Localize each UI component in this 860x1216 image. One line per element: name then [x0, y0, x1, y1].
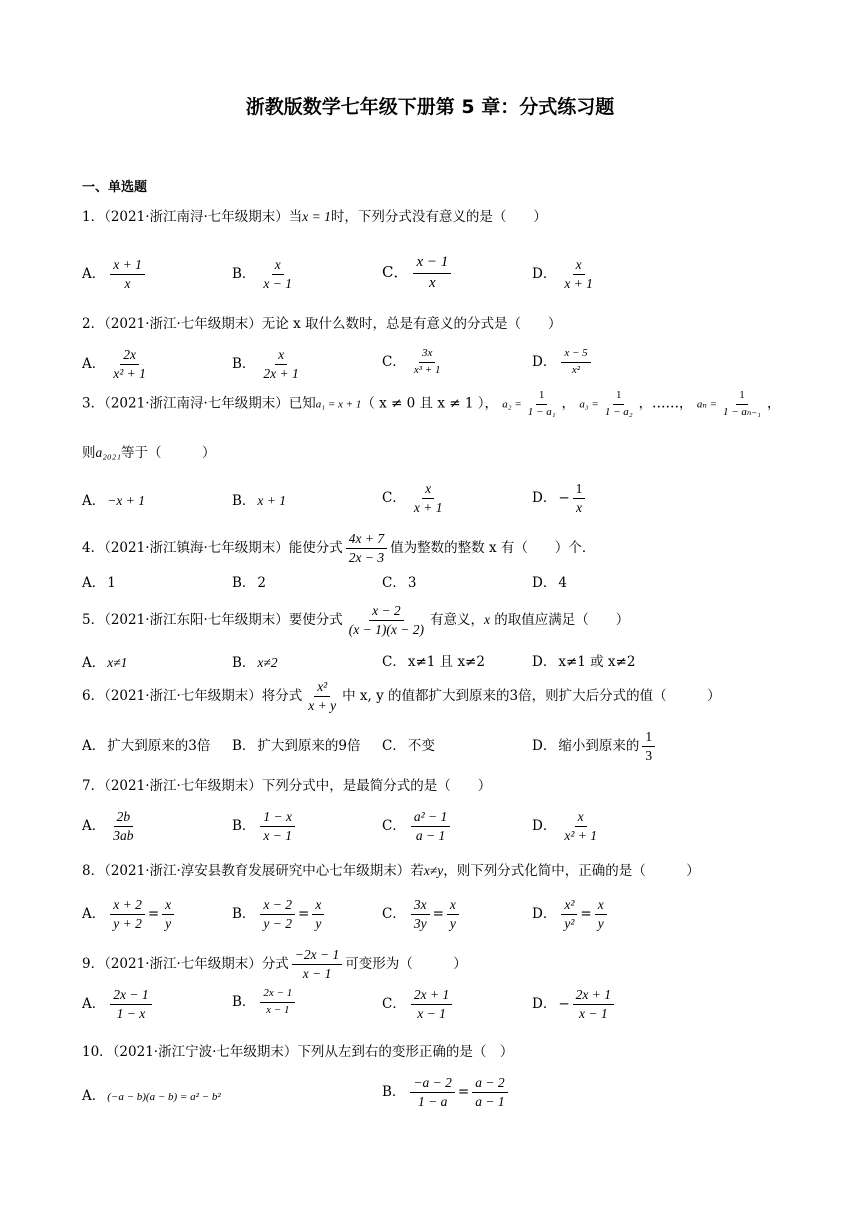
- denominator: a − 1: [415, 828, 446, 844]
- fraction: [411, 988, 452, 1021]
- numerator: x²: [314, 680, 330, 697]
- denominator: x: [124, 276, 131, 292]
- fraction: [602, 390, 636, 418]
- option-c: [382, 988, 455, 1021]
- fraction: [110, 348, 149, 381]
- numerator: x: [573, 258, 585, 275]
- math-text: x + 1: [257, 493, 287, 508]
- numerator: −a − 2: [410, 1076, 454, 1093]
- math-text: 则: [82, 445, 96, 461]
- fraction: [561, 258, 596, 291]
- denominator: y²: [564, 916, 575, 932]
- fraction: [642, 730, 655, 763]
- fraction: [260, 348, 301, 381]
- denominator: 3: [645, 748, 653, 764]
- numerator: 2b: [114, 810, 134, 827]
- q-source: （2021·浙江东阳·七年级期末）: [104, 612, 289, 629]
- math-text: −: [558, 490, 570, 507]
- option-a: [82, 656, 127, 671]
- option-d: [532, 348, 594, 376]
- option-d: [532, 730, 658, 763]
- option-label: B．: [232, 655, 256, 671]
- denominator: y + 2: [113, 916, 142, 932]
- math-text: x≠1: [107, 655, 128, 670]
- fraction: [260, 988, 295, 1016]
- q-num: 3．: [82, 395, 105, 412]
- denominator: 3y: [413, 916, 427, 932]
- math-text: 等于（ ）: [121, 445, 216, 461]
- option-a: [82, 577, 116, 591]
- denominator: x − 1: [263, 828, 293, 844]
- fraction: [561, 348, 590, 376]
- numerator: a − 2: [472, 1076, 507, 1093]
- option-a: [82, 348, 152, 381]
- math-text: ，……，: [638, 395, 693, 412]
- math-text: 有意义，: [429, 612, 484, 629]
- q-source: （2021·浙江南浔·七年级期末）: [104, 395, 289, 412]
- option-label: D．: [532, 353, 557, 370]
- math-text: （ x ≠ 0 且 x ≠ 1 ），: [361, 395, 498, 412]
- numerator: x − 1: [413, 255, 451, 274]
- option-d: [532, 258, 599, 291]
- math-text: (−a − b)(a − b) = a² − b²: [107, 1091, 221, 1103]
- denominator: y: [165, 916, 172, 932]
- option-b: [232, 740, 361, 754]
- math-text: 已知: [288, 395, 316, 412]
- math-text: 1: [107, 575, 116, 591]
- option-b: [232, 348, 305, 381]
- fraction: [110, 258, 145, 291]
- q-num: 1．: [82, 209, 105, 225]
- option-b: [232, 258, 298, 291]
- numerator: x: [162, 898, 174, 915]
- question-9: [82, 948, 467, 981]
- option-b: [232, 494, 286, 509]
- math-text: 2: [257, 575, 267, 591]
- option-a: [82, 494, 145, 509]
- option-label: A．: [82, 1088, 106, 1104]
- option-b: [232, 656, 278, 671]
- option-label: A．: [82, 655, 106, 671]
- q-source: （2021·浙江镇海·七年级期末）: [104, 540, 289, 557]
- option-label: C．: [382, 575, 406, 591]
- fraction: [573, 482, 586, 515]
- numerator: x²: [561, 898, 577, 915]
- option-a: A． $\frac{x + 2}{y + 2}$ = $\frac{x}{y}$: [82, 898, 177, 931]
- option-label: B．: [232, 906, 256, 923]
- option-label: C．: [382, 654, 406, 670]
- option-label: D．: [532, 738, 557, 755]
- option-a: [82, 740, 210, 754]
- math-text: 可变形为（ ）: [345, 956, 467, 973]
- q-num: 5．: [82, 612, 105, 629]
- option-label: C．: [382, 353, 406, 370]
- math-text: 下列从左到右的变形正确的是（ ）: [297, 1044, 514, 1060]
- math-text: 不变: [407, 738, 435, 754]
- fraction: [410, 1076, 454, 1109]
- numerator: a² − 1: [411, 810, 450, 827]
- question-7: [82, 780, 491, 794]
- numerator: x + 1: [110, 258, 145, 275]
- option-c: C． $\frac{3x}{3y}$ = $\frac{x}{y}$: [382, 898, 462, 931]
- question-8: [82, 864, 700, 879]
- q-source: （2021·浙江·淳安县教育发展研究中心七年级期末）: [104, 863, 411, 879]
- option-label: B．: [232, 818, 256, 835]
- denominator: 1 − x: [116, 1006, 146, 1022]
- option-label: D．: [532, 906, 557, 923]
- fraction: [110, 898, 145, 931]
- fraction: [312, 898, 324, 931]
- denominator: x + 1: [413, 500, 443, 516]
- numerator: x + 2: [110, 898, 145, 915]
- option-label: D．: [532, 996, 557, 1013]
- numerator: 3x: [419, 348, 435, 363]
- math-text: 扩大到原来的3倍: [107, 738, 211, 754]
- option-d: [532, 810, 603, 843]
- question-5: [82, 604, 629, 637]
- math-text: x≠2: [257, 655, 278, 670]
- fraction: [447, 898, 459, 931]
- denominator: x − 1: [579, 1006, 608, 1022]
- option-label: B．: [232, 575, 256, 591]
- option-c: [382, 740, 435, 754]
- option-label: B．: [232, 993, 256, 1010]
- math-text: 3: [407, 575, 417, 591]
- denominator: x² + 1: [564, 828, 597, 844]
- option-a: [82, 1090, 221, 1104]
- question-1: [82, 210, 547, 225]
- math-text: 将分式: [261, 688, 303, 705]
- numerator: x − 2: [260, 898, 295, 915]
- math-text: −x + 1: [107, 493, 145, 508]
- numerator: 1: [536, 390, 548, 405]
- denominator: 3ab: [113, 828, 134, 844]
- numerator: 4x + 7: [346, 532, 387, 549]
- option-d: [532, 577, 567, 591]
- fraction: [292, 948, 342, 981]
- numerator: x − 5: [561, 348, 590, 363]
- fraction: [411, 348, 444, 376]
- q-num: 8．: [82, 863, 105, 879]
- fraction: [411, 482, 446, 515]
- option-label: D．: [532, 654, 557, 670]
- denominator: y: [315, 916, 322, 932]
- fraction: [411, 810, 450, 843]
- option-b: B． $\frac{x - 2}{y - 2}$ = $\frac{x}{y}$: [232, 898, 327, 931]
- fraction: [525, 390, 559, 418]
- option-c: [382, 348, 446, 376]
- fraction: [411, 898, 430, 931]
- option-c: [382, 255, 454, 292]
- option-label: A．: [82, 493, 106, 509]
- denominator: 2x + 1: [263, 366, 299, 382]
- math-text: 分式: [261, 956, 289, 973]
- fraction: [573, 988, 614, 1021]
- math-text: x≠1 且 x≠2: [407, 654, 485, 670]
- numerator: x: [447, 898, 459, 915]
- denominator: a − 1: [475, 1094, 505, 1110]
- option-a: [82, 810, 140, 843]
- option-label: C．: [382, 263, 409, 282]
- math-text: aₙ =: [696, 398, 717, 411]
- math-text: 值为整数的整数 x 有（ ）个．: [390, 540, 596, 557]
- denominator: 1 − a₂: [604, 405, 633, 418]
- numerator: x: [272, 258, 284, 275]
- q-num: 10．: [82, 1044, 113, 1060]
- denominator: x + 1: [564, 276, 593, 292]
- fraction: [305, 680, 339, 713]
- option-label: A．: [82, 738, 106, 754]
- denominator: y: [449, 916, 456, 932]
- option-label: C．: [382, 906, 406, 923]
- denominator: y − 2: [263, 916, 293, 932]
- math-text: 能使分式: [288, 540, 343, 557]
- denominator: 1 − a: [417, 1094, 448, 1110]
- math-text: 缩小到原来的: [558, 738, 640, 755]
- option-label: C．: [382, 490, 406, 507]
- numerator: x: [595, 898, 607, 915]
- denominator: x − 1: [302, 966, 332, 982]
- numerator: 2x − 1: [260, 988, 295, 1003]
- option-d: D． $\frac{\text{x²}}{\text{y²}}$ = $\frac{x}{y}$: [532, 898, 610, 931]
- denominator: 1 − aₙ₋₁: [723, 405, 762, 418]
- math-text: 若: [410, 863, 424, 879]
- numerator: 1 − x: [260, 810, 295, 827]
- math-text: 扩大到原来的9倍: [257, 738, 361, 754]
- q-num: 9．: [82, 956, 105, 973]
- math-text: 时，下列分式没有意义的是（ ）: [330, 209, 547, 225]
- fraction: [260, 258, 295, 291]
- denominator: 1 − a₁: [527, 405, 556, 418]
- option-label: B．: [232, 356, 256, 373]
- fraction: [472, 1076, 507, 1109]
- numerator: x: [312, 898, 324, 915]
- numerator: 2x + 1: [411, 988, 452, 1005]
- question-4: [82, 532, 595, 565]
- q-source: （2021·浙江·七年级期末）: [104, 688, 262, 705]
- math-text: x≠y: [423, 863, 444, 878]
- question-10: [82, 1046, 513, 1060]
- math-text: ，则下列分式化简中，正确的是（ ）: [443, 863, 700, 879]
- fraction: [720, 390, 764, 418]
- math-text: 4: [558, 575, 567, 591]
- math-text: x: [483, 612, 490, 628]
- q-source: （2021·浙江·七年级期末）: [104, 316, 262, 332]
- q-source: （2021·浙江·七年级期末）: [104, 778, 262, 794]
- option-label: D．: [532, 266, 557, 283]
- option-d: [532, 988, 617, 1021]
- option-label: D．: [532, 575, 557, 591]
- option-label: B．: [232, 493, 256, 509]
- option-c: [382, 482, 448, 515]
- option-a: [82, 258, 148, 291]
- option-label: C．: [382, 996, 406, 1013]
- option-label: A．: [82, 575, 106, 591]
- numerator: −2x − 1: [292, 948, 342, 965]
- denominator: x²: [571, 363, 581, 376]
- option-label: B．: [382, 1084, 406, 1101]
- q-source: （2021·浙江·七年级期末）: [104, 956, 262, 973]
- option-c: [382, 810, 453, 843]
- option-b: B． $\frac{-a - 2}{1 - a}$ = $\frac{a - 2}{a - 1}$: [382, 1076, 511, 1109]
- numerator: x: [575, 810, 587, 827]
- option-label: B．: [232, 738, 256, 754]
- numerator: x: [275, 348, 287, 365]
- option-a: [82, 988, 155, 1021]
- q-source: （2021·浙江宁波·七年级期末）: [112, 1044, 298, 1060]
- denominator: 2x − 3: [348, 550, 385, 566]
- fraction: [561, 898, 577, 931]
- option-b: [232, 810, 298, 843]
- option-c: [382, 577, 416, 591]
- denominator: x − 1: [266, 1003, 290, 1016]
- numerator: x: [422, 482, 434, 499]
- numerator: 1: [613, 390, 625, 405]
- denominator: x − 1: [417, 1006, 446, 1022]
- denominator: x − 1: [263, 276, 293, 292]
- option-label: A．: [82, 996, 106, 1013]
- math-text: a₃ =: [579, 398, 599, 411]
- option-d: [532, 656, 635, 670]
- option-label: D．: [532, 818, 557, 835]
- q-num: 7．: [82, 778, 105, 794]
- option-label: A．: [82, 266, 106, 283]
- option-b: [232, 988, 298, 1016]
- numerator: 3x: [411, 898, 430, 915]
- fraction: [260, 810, 295, 843]
- option-label: A．: [82, 906, 106, 923]
- option-c: [382, 656, 485, 670]
- q-num: 4．: [82, 540, 105, 557]
- fraction: [346, 532, 387, 565]
- section-heading: 一、单选题: [82, 180, 148, 195]
- q-source: （2021·浙江南浔·七年级期末）: [104, 209, 289, 225]
- q-num: 2．: [82, 316, 105, 332]
- option-label: A．: [82, 818, 106, 835]
- numerator: 1: [736, 390, 748, 405]
- option-d: [532, 482, 588, 515]
- fraction: [260, 898, 295, 931]
- option-label: C．: [382, 738, 406, 754]
- fraction: [162, 898, 174, 931]
- math-text: x≠1 或 x≠2: [558, 654, 636, 670]
- denominator: x² + 1: [113, 366, 146, 382]
- math-text: 下列分式中，是最简分式的是（ ）: [261, 778, 492, 794]
- option-label: B．: [232, 266, 256, 283]
- option-label: A．: [82, 356, 106, 373]
- fraction: [110, 988, 151, 1021]
- fraction: [110, 810, 136, 843]
- fraction: [595, 898, 607, 931]
- fraction: [561, 810, 600, 843]
- numerator: 2x − 1: [110, 988, 151, 1005]
- document-title: 浙教版数学七年级下册第 5 章：分式练习题: [245, 96, 615, 118]
- fraction: [413, 255, 451, 292]
- math-text: a₂₀₂₁: [95, 445, 122, 460]
- denominator: (x − 1)(x − 2): [348, 622, 424, 638]
- numerator: 2x + 1: [573, 988, 614, 1005]
- denominator: x: [429, 274, 436, 291]
- option-b: [232, 577, 266, 591]
- numerator: 1: [642, 730, 655, 747]
- question-3-line2: [82, 446, 216, 461]
- math-text: 无论 x 取什么数时，总是有意义的分式是（ ）: [261, 316, 562, 332]
- option-label: C．: [382, 818, 406, 835]
- math-text: a₂ =: [502, 398, 522, 411]
- question-3: 3．（2021·浙江南浔·七年级期末）已知a₁ = x + 1（ x ≠ 0 且 x ≠ 1 ）， a₂ = $\frac{1}{\text{1 − a₁}}$ ， a₃ = $\frac{1}{\text{1 − a₂}}$ ，……， aₙ = $\frac{1}{\text{1 − aₙ₋₁}}$ ，: [82, 389, 781, 418]
- math-text: 的取值应满足（ ）: [489, 612, 630, 629]
- numerator: 2x: [120, 348, 139, 365]
- fraction: [346, 604, 427, 637]
- math-text: −: [558, 996, 570, 1013]
- denominator: x + y: [308, 698, 337, 714]
- numerator: x − 2: [369, 604, 404, 621]
- math-text: 要使分式: [288, 612, 343, 629]
- math-text: 当: [288, 209, 303, 225]
- denominator: y: [597, 916, 604, 932]
- question-6: [82, 680, 721, 713]
- denominator: x³ + 1: [413, 363, 441, 376]
- math-text: x = 1: [302, 209, 331, 224]
- numerator: 1: [573, 482, 586, 499]
- question-2: [82, 318, 562, 332]
- math-text: a₁ = x + 1: [315, 398, 362, 411]
- option-label: D．: [532, 490, 557, 507]
- math-text: 中 x, y 的值都扩大到原来的3倍，则扩大后分式的值（ ）: [342, 688, 721, 705]
- q-num: 6．: [82, 688, 105, 705]
- denominator: x: [576, 500, 583, 516]
